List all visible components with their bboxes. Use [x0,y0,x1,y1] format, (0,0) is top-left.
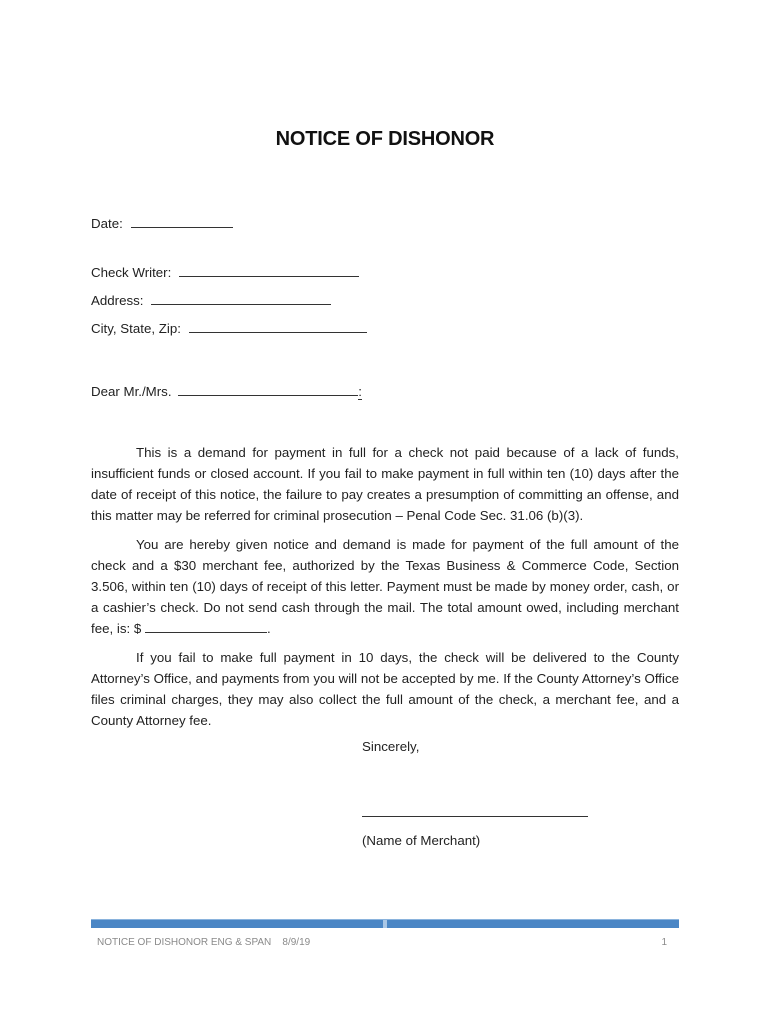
paragraph-notice [91,534,679,639]
check-writer-label: Check Writer: [91,265,172,280]
signature-line[interactable] [362,816,588,817]
footer-document-label: NOTICE OF DISHONOR ENG & SPAN 8/9/19 [97,937,311,948]
address-label: Address: [91,293,144,308]
salutation-label: Dear Mr./Mrs. [91,384,172,399]
date-blank[interactable] [131,215,233,228]
merchant-name-caption: (Name of Merchant) [362,833,481,848]
city-state-zip-blank[interactable] [189,320,367,333]
paragraph-demand: This is a demand for payment in full for a check not paid because of a lack of funds, insufficient funds or closed account. If you fail to make payment in full within ten (10) days after the date of receipt of this notice, the failure to pay creates a presumption of committing an offense, and this matter may be referred for criminal prosecution – Penal Code Sec. 31.06 (b)(3). [91,445,679,523]
salutation-colon: : [358,384,362,399]
paragraph-notice-end: . [266,621,271,636]
address-field [91,292,331,308]
salutation-blank[interactable] [178,383,358,396]
amount-owed-blank[interactable] [145,620,267,633]
city-state-zip-field [91,320,367,336]
closing-sincerely: Sincerely, [362,739,420,754]
city-state-zip-label: City, State, Zip: [91,321,181,336]
footer-divider [91,919,679,928]
check-writer-blank[interactable] [179,264,359,277]
address-blank[interactable] [151,292,331,305]
paragraph-county-attorney: If you fail to make full payment in 10 days, the check will be delivered to the County Attorney’s Office, and payments from you will not be accepted by me. If the County Attorney’s Office files criminal charges, they may also collect the full amount of the check, a merchant fee, and a County Attorney fee. [91,650,679,728]
footer-page-number: 1 [661,937,667,948]
date-label: Date: [91,216,123,231]
salutation-field [91,383,362,399]
date-field [91,215,233,231]
document-title: NOTICE OF DISHONOR [275,128,495,150]
check-writer-field [91,264,359,280]
paragraph-notice-text: You are hereby given notice and demand is made for payment of the full amount of the check and a $30 merchant fee, authorized by the Texas Business & Commerce Code, Section 3.506, within ten (10) days of receipt of this letter. Payment must be made by money order, cash, or a cashier’s check. Do not send cash through the mail. The total amount owed, including merchant fee, is: $ [91,537,679,636]
